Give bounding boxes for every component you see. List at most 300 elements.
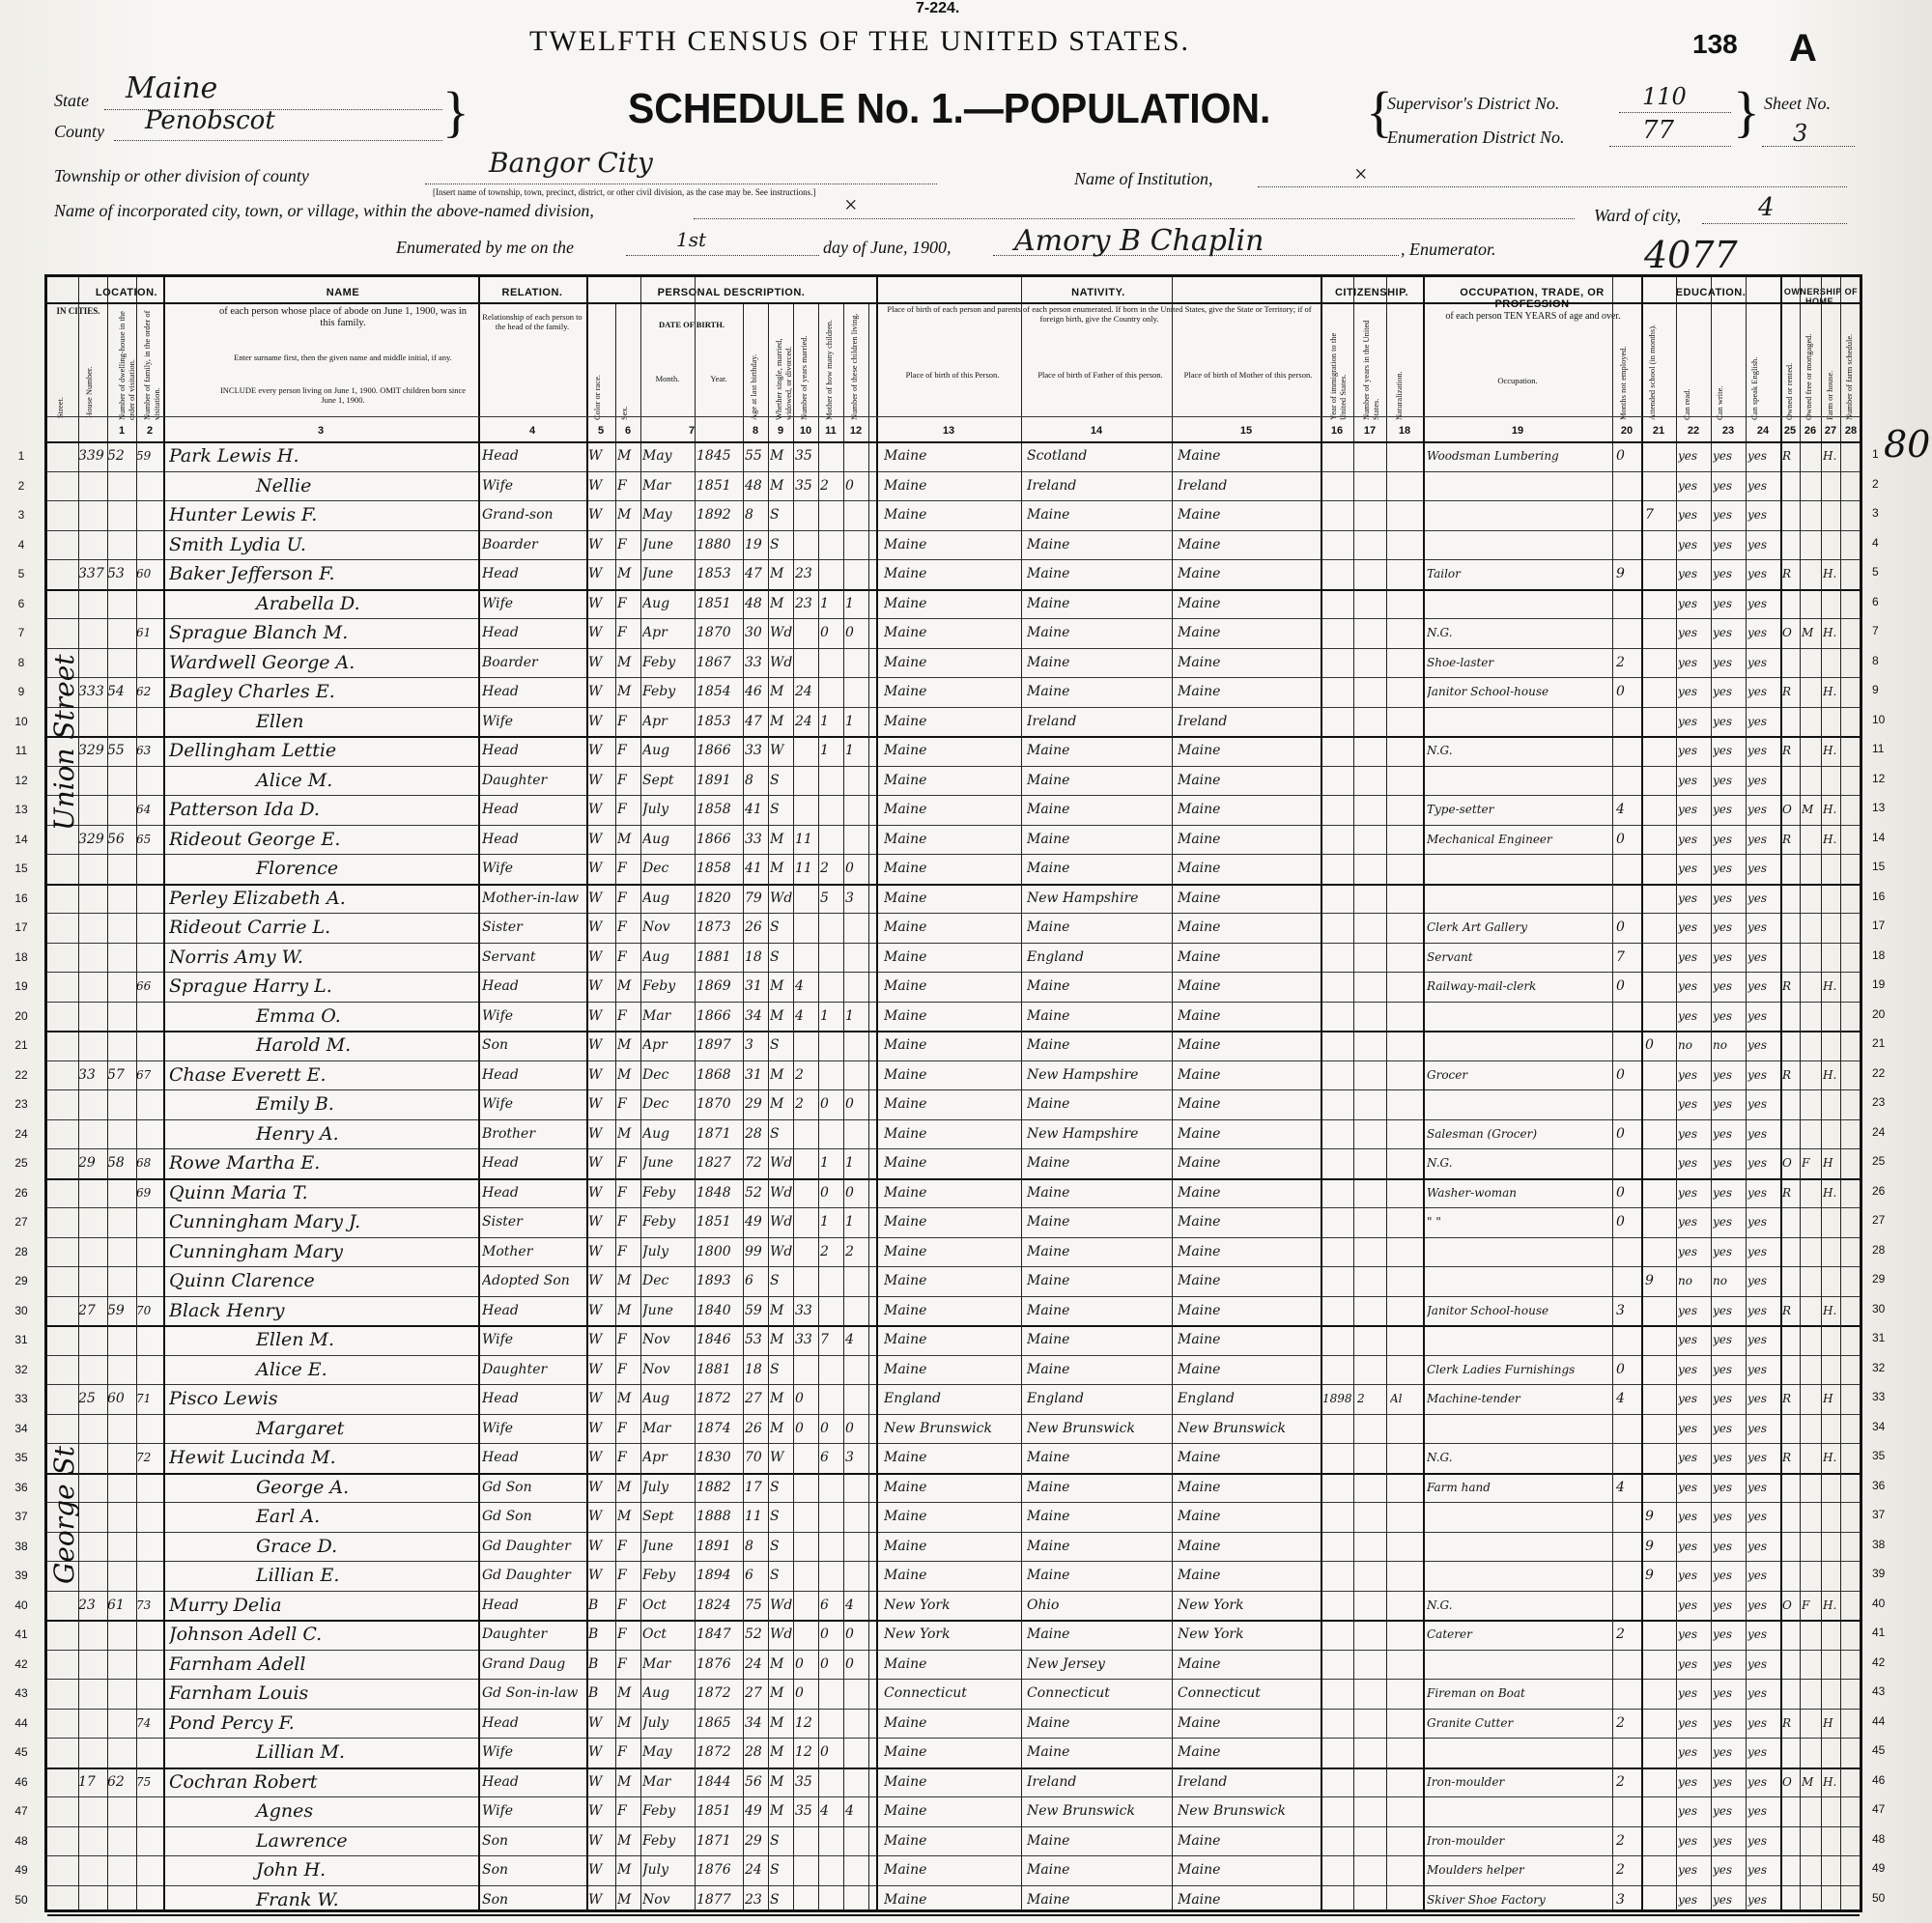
cell-mo: 0 <box>820 1420 829 1436</box>
cell-year: 1873 <box>696 919 731 935</box>
cell-fam: 59 <box>136 449 152 463</box>
cell-write: yes <box>1713 1215 1733 1229</box>
right-row-number: 18 <box>1872 947 1886 962</box>
row-rule <box>47 1826 1860 1827</box>
row-number: 34 <box>14 1421 28 1435</box>
row-rule <box>47 1384 1860 1385</box>
column-divider <box>1172 277 1173 1909</box>
cell-year: 1877 <box>696 1891 731 1908</box>
row-rule <box>47 1266 1860 1267</box>
cell-bm: Maine <box>1178 1538 1221 1554</box>
cell-read: yes <box>1678 1185 1698 1200</box>
cell-write: yes <box>1713 1244 1733 1258</box>
years-married-header: Number of years married. <box>799 335 809 420</box>
cell-sex: F <box>617 1243 627 1259</box>
row-number: 44 <box>14 1715 28 1730</box>
cell-year: 1868 <box>696 1066 731 1083</box>
township-value: Bangor City <box>489 147 653 179</box>
cell-rel: Gd Son <box>482 1509 532 1524</box>
cell-color: W <box>588 507 603 523</box>
cell-mar: M <box>770 861 784 876</box>
cell-mne: 0 <box>1616 1125 1625 1142</box>
cell-color: W <box>588 1744 603 1760</box>
cell-farm: H <box>1823 1156 1833 1170</box>
column-number: 14 <box>1090 425 1103 437</box>
cell-mar: Wd <box>770 654 793 670</box>
cell-bm: Maine <box>1178 1509 1221 1524</box>
cell-write: yes <box>1713 655 1733 669</box>
cell-house: 333 <box>78 684 104 699</box>
cell-year: 1876 <box>696 1862 731 1878</box>
year-header: Year. <box>710 374 727 383</box>
cell-cl: 3 <box>845 1450 854 1465</box>
cell-mar: M <box>770 1332 784 1347</box>
right-row-number: 34 <box>1872 1419 1886 1433</box>
cell-month: June <box>642 1155 673 1171</box>
cell-age: 11 <box>745 1509 762 1524</box>
cell-ym: 0 <box>795 1420 804 1436</box>
incorporated-value: × <box>844 193 858 218</box>
cell-age: 29 <box>745 1096 762 1112</box>
cell-sex: F <box>617 1214 627 1230</box>
cell-sex: M <box>617 1862 632 1878</box>
cell-mar: S <box>770 948 780 965</box>
cell-color: W <box>588 948 603 965</box>
cell-sex: F <box>617 890 627 906</box>
cell-read: yes <box>1678 1008 1698 1023</box>
cell-write: yes <box>1713 920 1733 934</box>
cell-own: R <box>1782 1715 1792 1730</box>
cell-farm: H. <box>1823 744 1837 757</box>
cell-bm: Maine <box>1178 772 1221 788</box>
cell-color: W <box>588 1096 603 1112</box>
row-rule <box>47 1650 1860 1651</box>
cell-name: Baker Jefferson F. <box>169 563 335 584</box>
cell-write: yes <box>1713 1362 1733 1376</box>
cell-color: W <box>588 861 603 876</box>
cell-bm: Maine <box>1178 1744 1221 1760</box>
cell-fam: 68 <box>136 1156 152 1170</box>
cell-age: 75 <box>745 1597 762 1613</box>
cell-mar: S <box>770 1125 780 1142</box>
cell-rel: Son <box>482 1862 509 1878</box>
cell-age: 8 <box>745 772 753 788</box>
cell-house: 25 <box>78 1391 96 1406</box>
cell-speak: yes <box>1747 1274 1768 1287</box>
cell-sex: F <box>617 477 627 494</box>
cell-month: Aug <box>642 890 670 906</box>
cell-own: R <box>1782 1067 1792 1082</box>
cell-mne: 0 <box>1616 1214 1625 1230</box>
state-value: Maine <box>126 71 218 105</box>
cell-bp: New York <box>884 1597 951 1613</box>
cell-age: 26 <box>745 919 762 935</box>
cell-rel: Head <box>482 1597 519 1613</box>
cell-rel: Son <box>482 1832 509 1849</box>
cell-bp: Maine <box>884 1361 927 1377</box>
cell-house: 27 <box>78 1302 96 1318</box>
cell-speak: yes <box>1747 1863 1768 1877</box>
cell-month: Dec <box>642 861 669 876</box>
cell-name: Park Lewis H. <box>169 445 299 467</box>
cell-mne: 0 <box>1616 831 1625 847</box>
cell-mar: Wd <box>770 1214 793 1230</box>
cell-mo: 2 <box>820 1243 829 1259</box>
cell-year: 1866 <box>696 831 731 847</box>
cell-occ: Iron-moulder <box>1427 1833 1505 1848</box>
cell-read: yes <box>1678 567 1698 580</box>
cell-name: Murry Delia <box>169 1594 282 1616</box>
cell-rel: Head <box>482 625 519 640</box>
cell-sex: F <box>617 625 627 640</box>
cell-ym: 12 <box>795 1744 812 1760</box>
cell-bf: Maine <box>1027 1037 1070 1053</box>
owned-free-header: Owned free or mortgaged. <box>1804 333 1813 420</box>
cell-bp: Maine <box>884 1214 927 1230</box>
cell-write: yes <box>1713 891 1733 905</box>
right-row-number: 50 <box>1872 1890 1886 1905</box>
row-number: 48 <box>14 1833 28 1848</box>
cell-mar: M <box>770 684 784 699</box>
cell-sex: M <box>617 1891 632 1908</box>
cell-mo: 0 <box>820 625 829 640</box>
cell-color: W <box>588 625 603 640</box>
cell-bf: Maine <box>1027 831 1070 847</box>
row-rule <box>47 471 1860 472</box>
cell-occ: Railway-mail-clerk <box>1427 979 1537 993</box>
enumerated-label: Enumerated by me on the <box>396 238 574 257</box>
cell-name: Sprague Blanch M. <box>169 622 349 643</box>
column-divider <box>1676 277 1677 1909</box>
cell-mar: M <box>770 1714 784 1731</box>
cell-read: yes <box>1678 655 1698 669</box>
row-number: 3 <box>17 508 25 522</box>
cell-free: M <box>1802 803 1814 816</box>
column-number: 12 <box>849 425 863 437</box>
cell-name: Henry A. <box>256 1122 339 1145</box>
cell-mne: 4 <box>1616 1391 1625 1406</box>
cell-bf: Scotland <box>1027 448 1088 464</box>
cell-mar: M <box>770 1773 784 1790</box>
cell-mne: 3 <box>1616 1891 1625 1908</box>
cell-house: 329 <box>78 831 104 847</box>
cell-age: 49 <box>745 1803 762 1819</box>
cell-read: yes <box>1678 508 1698 522</box>
cell-bp: Maine <box>884 1184 927 1201</box>
cell-year: 1876 <box>696 1655 731 1672</box>
cell-bm: Maine <box>1178 1832 1221 1849</box>
cell-month: Oct <box>642 1597 667 1613</box>
cell-year: 1824 <box>696 1597 731 1613</box>
cell-year: 1866 <box>696 1007 731 1024</box>
cell-bp: Maine <box>884 536 927 552</box>
cell-rel: Wife <box>482 477 514 494</box>
cell-bm: Maine <box>1178 1361 1221 1377</box>
cell-read: yes <box>1678 449 1698 463</box>
cell-bf: Maine <box>1027 507 1070 523</box>
cell-name: Margaret <box>256 1417 345 1439</box>
cell-sex: M <box>617 1302 632 1318</box>
column-divider <box>1821 277 1822 1909</box>
cell-occ: Janitor School-house <box>1427 685 1549 698</box>
cell-mar: M <box>770 713 784 729</box>
cell-read: yes <box>1678 1656 1698 1671</box>
cell-sex: F <box>617 1803 627 1819</box>
cell-mne: 3 <box>1616 1302 1625 1318</box>
cell-occ: Clerk Ladies Furnishings <box>1427 1362 1576 1376</box>
cell-sex: M <box>617 831 632 847</box>
column-divider <box>768 302 769 1909</box>
column-divider <box>640 277 641 1909</box>
cell-mo: 2 <box>820 861 829 876</box>
right-row-number: 38 <box>1872 1537 1886 1551</box>
cell-name: Agnes <box>256 1800 314 1822</box>
cell-bm: Ireland <box>1178 1773 1228 1790</box>
cell-speak: yes <box>1747 1303 1768 1317</box>
cell-name: Quinn Clarence <box>169 1270 315 1291</box>
cell-speak: yes <box>1747 949 1768 964</box>
cell-age: 53 <box>745 1332 762 1347</box>
cell-name: Ellen <box>256 710 304 732</box>
row-number: 41 <box>14 1627 28 1641</box>
cell-mo: 0 <box>820 1655 829 1672</box>
column-number: 23 <box>1721 425 1735 437</box>
enumerated-day: 1st <box>676 228 707 251</box>
cell-bf: Maine <box>1027 772 1070 788</box>
cell-color: W <box>588 1538 603 1554</box>
sheet-value: 3 <box>1793 120 1808 147</box>
cell-mar: S <box>770 1891 780 1908</box>
cell-mne: 7 <box>1616 948 1625 965</box>
cell-mar: S <box>770 772 780 788</box>
cell-bf: Maine <box>1027 1832 1070 1849</box>
cell-bm: Maine <box>1178 743 1221 758</box>
cell-age: 8 <box>745 507 753 523</box>
cell-age: 79 <box>745 890 762 906</box>
cell-farm: H. <box>1823 449 1837 463</box>
cell-bp: Maine <box>884 1509 927 1524</box>
right-row-number: 43 <box>1872 1684 1886 1698</box>
cell-read: yes <box>1678 1392 1698 1405</box>
cell-sch: 9 <box>1645 1568 1654 1583</box>
cell-age: 55 <box>745 448 762 464</box>
cell-own: R <box>1782 567 1792 580</box>
row-number: 10 <box>14 714 28 728</box>
cell-nat: Al <box>1390 1392 1403 1405</box>
cell-rel: Head <box>482 1066 519 1083</box>
row-number: 6 <box>17 596 25 610</box>
cell-name: Smith Lydia U. <box>169 533 306 555</box>
header-rule <box>47 416 1860 417</box>
cell-own: O <box>1782 1598 1792 1612</box>
cell-cl: 2 <box>845 1243 854 1259</box>
cell-mar: S <box>770 1832 780 1849</box>
cell-rel: Wife <box>482 861 514 876</box>
cell-rel: Wife <box>482 1332 514 1347</box>
cell-write: yes <box>1713 1333 1733 1346</box>
occupation-description: of each person TEN YEARS of age and over. <box>1445 311 1621 322</box>
cell-month: July <box>642 1479 669 1495</box>
cell-month: Aug <box>642 1125 670 1142</box>
cell-age: 70 <box>745 1450 762 1465</box>
row-number: 37 <box>14 1510 28 1523</box>
cell-write: yes <box>1713 1185 1733 1200</box>
cell-speak: yes <box>1747 1804 1768 1818</box>
cell-write: yes <box>1713 1804 1733 1818</box>
cell-write: yes <box>1713 1569 1733 1582</box>
cell-mar: Wd <box>770 1155 793 1171</box>
cell-free: M <box>1802 1774 1814 1789</box>
cell-dw: 56 <box>107 831 125 847</box>
cell-mar: S <box>770 536 780 552</box>
birth-mother-header: Place of birth of Mother of this person. <box>1183 370 1313 380</box>
cell-bp: Maine <box>884 566 927 581</box>
cell-bm: Maine <box>1178 802 1221 817</box>
district-brace-open: { <box>1366 80 1393 143</box>
cell-color: W <box>588 713 603 729</box>
cell-bf: Maine <box>1027 1214 1070 1230</box>
cell-ym: 23 <box>795 595 812 611</box>
column-divider <box>1321 277 1322 1909</box>
cell-bf: Maine <box>1027 654 1070 670</box>
cell-mo: 5 <box>820 890 829 906</box>
cell-bf: Maine <box>1027 1509 1070 1524</box>
row-number: 11 <box>14 744 28 757</box>
cell-mo: 1 <box>820 1155 829 1171</box>
cell-sex: F <box>617 1420 627 1436</box>
column-number: 11 <box>825 425 837 437</box>
cell-mne: 4 <box>1616 802 1625 817</box>
cell-bm: Maine <box>1178 1243 1221 1259</box>
cell-mar: S <box>770 919 780 935</box>
cell-bp: Maine <box>884 948 927 965</box>
incorporated-line <box>694 218 1575 219</box>
cell-bm: New Brunswick <box>1178 1803 1286 1819</box>
cell-bm: Maine <box>1178 978 1221 994</box>
cell-month: May <box>642 1744 672 1760</box>
cell-color: W <box>588 1862 603 1878</box>
cell-read: yes <box>1678 1421 1698 1435</box>
row-number: 1 <box>17 449 25 463</box>
row-number: 23 <box>14 1097 28 1111</box>
cell-rel: Head <box>482 1184 519 1201</box>
cell-occ: Woodsman Lumbering <box>1427 449 1559 463</box>
enumerator-label: , Enumerator. <box>1401 240 1496 259</box>
cell-name: Cochran Robert <box>169 1770 318 1793</box>
cell-age: 28 <box>745 1744 762 1760</box>
cell-year: 1874 <box>696 1420 731 1436</box>
row-rule <box>47 677 1860 678</box>
right-row-number: 17 <box>1872 919 1886 932</box>
cell-sex: M <box>617 566 632 581</box>
row-rule <box>47 707 1860 708</box>
column-divider <box>793 302 794 1909</box>
ward-label: Ward of city, <box>1594 206 1682 225</box>
cell-rel: Head <box>482 566 519 581</box>
cell-age: 27 <box>745 1391 762 1406</box>
cell-month: Mar <box>642 1007 671 1024</box>
cell-year: 1872 <box>696 1744 731 1760</box>
cell-mar: M <box>770 448 784 464</box>
column-divider <box>615 302 616 1909</box>
cell-bf: Maine <box>1027 566 1070 581</box>
cell-speak: yes <box>1747 891 1768 905</box>
cell-bf: Maine <box>1027 1744 1070 1760</box>
cell-rel: Head <box>482 1391 519 1406</box>
cell-bm: Maine <box>1178 654 1221 670</box>
occupation-col-header: Occupation. <box>1497 376 1538 385</box>
cell-mar: M <box>770 566 784 581</box>
right-row-number: 14 <box>1872 830 1886 844</box>
cell-read: yes <box>1678 537 1698 551</box>
cell-name: Hunter Lewis F. <box>169 504 318 525</box>
cell-bm: Maine <box>1178 919 1221 935</box>
cell-write: yes <box>1713 685 1733 698</box>
cell-age: 72 <box>745 1155 762 1171</box>
column-divider <box>818 302 819 1909</box>
row-number: 29 <box>14 1274 28 1287</box>
row-rule <box>47 618 1860 619</box>
right-row-number: 23 <box>1872 1095 1886 1109</box>
cell-read: yes <box>1678 744 1698 757</box>
cell-write: yes <box>1713 1156 1733 1170</box>
cell-speak: yes <box>1747 1598 1768 1612</box>
cell-cl: 0 <box>845 625 854 640</box>
cell-read: yes <box>1678 596 1698 610</box>
right-row-number: 8 <box>1872 653 1879 667</box>
cell-bf: Maine <box>1027 978 1070 994</box>
cell-name: Dellingham Lettie <box>169 740 337 761</box>
row-rule <box>47 1709 1860 1710</box>
cell-occ: N.G. <box>1427 744 1453 757</box>
cell-bm: Ireland <box>1178 713 1228 729</box>
right-row-number: 22 <box>1872 1065 1886 1080</box>
cell-fam: 65 <box>136 832 152 846</box>
cell-month: Apr <box>642 1450 668 1465</box>
cell-bm: Maine <box>1178 831 1221 847</box>
column-divider <box>695 277 696 1909</box>
cell-sex: F <box>617 1361 627 1377</box>
cell-write: yes <box>1713 1097 1733 1111</box>
cell-age: 41 <box>745 861 762 876</box>
right-row-number: 7 <box>1872 624 1879 637</box>
cell-rel: Wife <box>482 1096 514 1112</box>
cell-speak: yes <box>1747 685 1768 698</box>
cell-mar: M <box>770 1420 784 1436</box>
population-table <box>14 274 1862 1912</box>
cell-color: W <box>588 1302 603 1318</box>
column-number: 8 <box>752 425 759 437</box>
cell-year: 1891 <box>696 772 731 788</box>
cell-bp: Maine <box>884 1096 927 1112</box>
cell-mne: 2 <box>1616 654 1625 670</box>
cell-occ: N.G. <box>1427 1451 1453 1464</box>
column-number: 26 <box>1804 425 1817 437</box>
cell-bf: Maine <box>1027 1273 1070 1288</box>
cell-month: July <box>642 1862 669 1878</box>
cell-speak: yes <box>1747 803 1768 816</box>
column-divider <box>1641 277 1643 1909</box>
cell-mar: Wd <box>770 1597 793 1613</box>
cell-age: 56 <box>745 1773 762 1790</box>
cell-name: Quinn Maria T. <box>169 1181 308 1203</box>
cell-month: June <box>642 536 673 552</box>
cell-bm: Maine <box>1178 507 1221 523</box>
cell-mar: S <box>770 507 780 523</box>
cell-write: yes <box>1713 773 1733 787</box>
cell-name: Hewit Lucinda M. <box>169 1447 336 1468</box>
right-row-number: 26 <box>1872 1183 1886 1198</box>
